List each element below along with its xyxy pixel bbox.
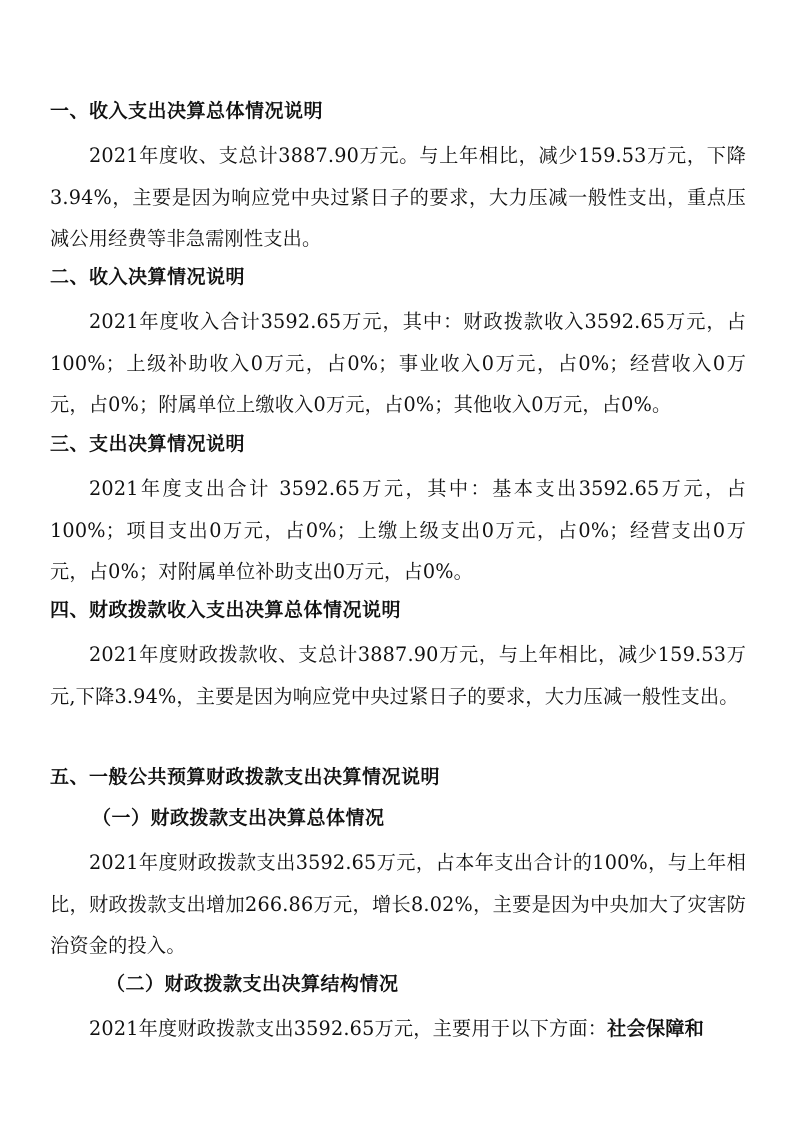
section-1-heading: 一、收入支出决算总体情况说明 bbox=[50, 100, 324, 122]
section-1-paragraph: 2021年度收、支总计3887.90万元。与上年相比，减少159.53万元，下降3.94%，主要是因为响应党中央过紧日子的要求，大力压减一般性支出，重点压减公用经费等非急需刚性支出。 bbox=[50, 144, 746, 250]
section-4-paragraph: 2021年度财政拨款收、支总计3887.90万元，与上年相比，减少159.53万元,下降3.94%，主要是因为响应党中央过紧日子的要求，大力压减一般性支出。 bbox=[50, 643, 746, 708]
section-4-heading: 四、财政拨款收入支出决算总体情况说明 bbox=[50, 599, 402, 621]
section-2-paragraph: 2021年度收入合计3592.65万元，其中：财政拨款收入3592.65万元，占100%；上级补助收入0万元，占0%；事业收入0万元，占0%；经营收入0万元，占0%；附属单位上缴收入0万元，占0%；其他收入0万元，占0%。 bbox=[50, 310, 746, 416]
subsection-2-paragraph-bold: 社会保障和 bbox=[607, 1017, 705, 1040]
section-3-heading: 三、支出决算情况说明 bbox=[50, 433, 246, 455]
subsection-2-heading: （二）财政拨款支出决算结构情况 bbox=[106, 973, 399, 995]
subsection-2-paragraph bbox=[50, 1008, 746, 1050]
subsection-1-paragraph: 2021年度财政拨款支出3592.65万元，占本年支出合计的100%，与上年相比，财政拨款支出增加266.86万元，增长8.02%，主要是因为中央加大了灾害防治资金的投入。 bbox=[50, 851, 746, 957]
section-5-heading: 五、一般公共预算财政拨款支出决算情况说明 bbox=[50, 766, 441, 788]
section-2-heading: 二、收入决算情况说明 bbox=[50, 266, 246, 288]
subsection-1-heading: （一）财政拨款支出决算总体情况 bbox=[92, 807, 385, 829]
section-3-paragraph: 2021年度支出合计 3592.65万元，其中：基本支出3592.65万元，占100%；项目支出0万元，占0%；上缴上级支出0万元，占0%；经营支出0万元，占0%；对附属单位补助支出0万元，占0%。 bbox=[50, 477, 746, 583]
subsection-2-paragraph-text: 2021年度财政拨款支出3592.65万元，主要用于以下方面： bbox=[89, 1017, 608, 1040]
